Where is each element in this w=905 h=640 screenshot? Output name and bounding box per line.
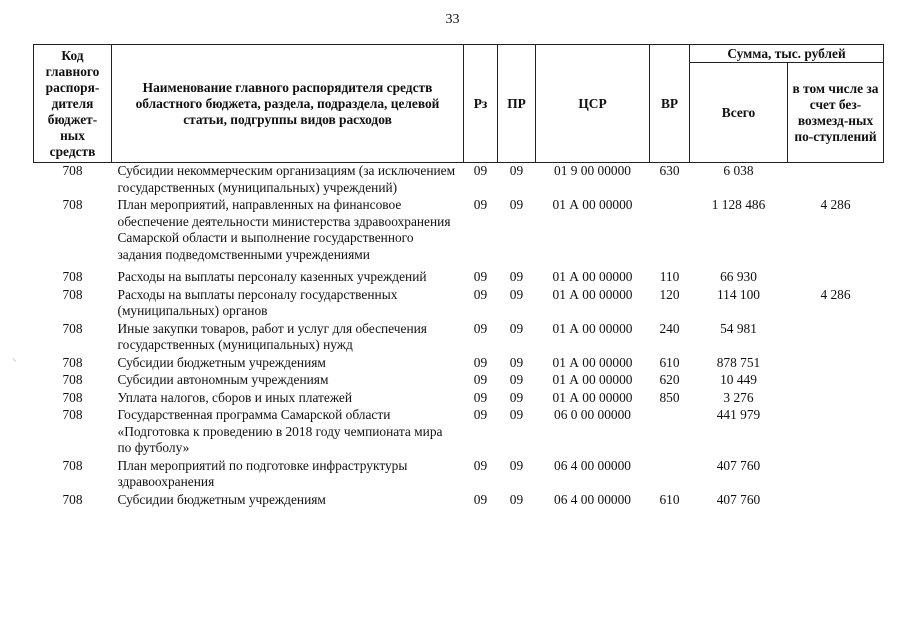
row-name: Субсидии автономным учреждениям: [117, 372, 329, 387]
row-total: 66 930: [720, 269, 757, 284]
table-row: [34, 321, 884, 355]
row-name: Расходы на выплаты персоналу казенных учреждений: [117, 269, 427, 284]
row-rz: 09: [473, 269, 488, 284]
row-vr: 240: [659, 320, 680, 336]
row-csr: 01 А 00 00000: [552, 354, 633, 370]
row-pr: 09: [509, 286, 524, 302]
header-csr: ЦСР: [536, 45, 650, 163]
row-rz: 09: [473, 197, 488, 212]
row-nonfree: 4 286: [820, 197, 851, 212]
header-sum-group: Сумма, тыс. рублей: [690, 45, 884, 63]
row-total: 407 760: [716, 457, 761, 473]
row-code: 708: [62, 320, 83, 336]
budget-table: [33, 44, 884, 509]
row-rz: 09: [473, 354, 488, 370]
row-total: 407 760: [716, 491, 761, 507]
table-row: [34, 287, 884, 321]
row-name: Субсидии бюджетным учреждениям: [117, 354, 326, 370]
row-name: План мероприятий по подготовке инфраструктуры здравоохранения: [117, 457, 408, 489]
row-nonfree: [788, 163, 884, 198]
row-rz: 09: [473, 163, 488, 178]
table-row: [34, 390, 884, 408]
row-vr: 630: [659, 163, 680, 178]
row-total: 54 981: [720, 320, 757, 336]
row-code: 708: [62, 197, 83, 212]
row-nonfree: [788, 355, 884, 373]
row-pr: 09: [509, 407, 524, 422]
header-nonfree: в том числе за счет без-возмезд-ных по-ступлений: [788, 63, 884, 163]
row-vr: 620: [659, 372, 680, 387]
row-nonfree: [788, 372, 884, 390]
row-rz: 09: [473, 320, 488, 336]
row-code: 708: [62, 491, 83, 507]
row-rz: 09: [473, 491, 488, 507]
row-csr: 06 4 00 00000: [554, 457, 631, 473]
row-rz: 09: [473, 286, 488, 302]
header-total: Всего: [690, 63, 788, 163]
row-nonfree: [788, 407, 884, 458]
row-pr: 09: [509, 354, 524, 370]
table-row: [34, 355, 884, 373]
row-name: Уплата налогов, сборов и иных платежей: [117, 389, 353, 405]
row-rz: 09: [473, 457, 488, 473]
row-code: 708: [62, 457, 83, 473]
row-code: 708: [62, 372, 83, 387]
row-name: Субсидии бюджетным учреждениям: [117, 491, 326, 507]
table-row: [34, 163, 884, 198]
row-nonfree: [788, 321, 884, 355]
row-total: 878 751: [716, 354, 761, 370]
row-name: Расходы на выплаты персоналу государственных (муниципальных) органов: [117, 286, 398, 318]
row-total: 6 038: [723, 163, 754, 178]
row-code: 708: [62, 269, 83, 284]
page-number: 33: [445, 12, 460, 27]
row-vr: 850: [659, 389, 680, 405]
row-vr: 110: [659, 269, 680, 284]
row-name: Субсидии некоммерческим организациям (за исключением государственных (муниципальных) учреждений): [117, 163, 456, 195]
row-pr: 09: [509, 269, 524, 284]
row-name: Иные закупки товаров, работ и услуг для обеспечения государственных (муниципальных) нужд: [117, 320, 427, 352]
row-vr: [650, 197, 690, 269]
row-nonfree: [788, 269, 884, 287]
row-csr: 06 0 00 00000: [554, 407, 631, 422]
row-pr: 09: [509, 197, 524, 212]
row-name: План мероприятий, направленных на финансовое обеспечение деятельности министерства здравоохранения Самарской области и выполнение государственного задания подведомственными учреждениями: [117, 197, 451, 262]
table-header: [34, 45, 884, 163]
row-csr: 01 А 00 00000: [552, 372, 633, 387]
row-csr: 01 А 00 00000: [552, 389, 633, 405]
table-row: [34, 197, 884, 269]
row-csr: 01 А 00 00000: [552, 320, 633, 336]
row-total: 3 276: [723, 389, 754, 405]
row-total: 114 100: [716, 286, 761, 302]
row-nonfree: 4 286: [820, 286, 851, 302]
table-body: [34, 163, 884, 510]
header-name: Наименование главного распорядителя средств областного бюджета, раздела, подраздела, целевой статьи, подгруппы видов расходов: [112, 45, 464, 163]
row-pr: 09: [509, 389, 524, 405]
row-vr: 610: [659, 491, 680, 507]
row-rz: 09: [473, 389, 488, 405]
row-pr: 09: [509, 457, 524, 473]
row-vr: 610: [659, 354, 680, 370]
row-csr: 01 9 00 00000: [554, 163, 631, 178]
row-vr: [650, 407, 690, 458]
row-nonfree: [788, 390, 884, 408]
row-rz: 09: [473, 372, 488, 387]
header-code: Код главного распоря-дителя бюджет-ных средств: [34, 45, 112, 163]
table-row: [34, 407, 884, 458]
row-code: 708: [62, 354, 83, 370]
row-rz: 09: [473, 407, 488, 422]
row-pr: 09: [509, 372, 524, 387]
header-pr: ПР: [498, 45, 536, 163]
row-code: 708: [62, 389, 83, 405]
row-code: 708: [62, 407, 83, 422]
header-vr: ВР: [650, 45, 690, 163]
row-code: 708: [62, 286, 83, 302]
table-row: [34, 269, 884, 287]
row-pr: 09: [509, 491, 524, 507]
row-csr: 01 А 00 00000: [552, 269, 633, 284]
header-rz: Рз: [464, 45, 498, 163]
row-vr: 120: [659, 286, 680, 302]
row-csr: 06 4 00 00000: [554, 491, 631, 507]
row-nonfree: [788, 492, 884, 510]
row-total: 441 979: [716, 407, 761, 422]
row-code: 708: [62, 163, 83, 178]
table-row: [34, 492, 884, 510]
row-pr: 09: [509, 320, 524, 336]
row-vr: [650, 458, 690, 492]
scan-mark: ⸜: [12, 353, 17, 363]
table-row: [34, 372, 884, 390]
row-nonfree: [788, 458, 884, 492]
row-pr: 09: [509, 163, 524, 178]
row-name: Государственная программа Самарской области «Подготовка к проведению в 2018 году чемпионата мира по футболу»: [117, 407, 443, 455]
row-total: 1 128 486: [711, 197, 766, 212]
table-row: [34, 458, 884, 492]
row-csr: 01 А 00 00000: [552, 197, 633, 212]
row-csr: 01 А 00 00000: [552, 286, 633, 302]
row-total: 10 449: [720, 372, 757, 387]
